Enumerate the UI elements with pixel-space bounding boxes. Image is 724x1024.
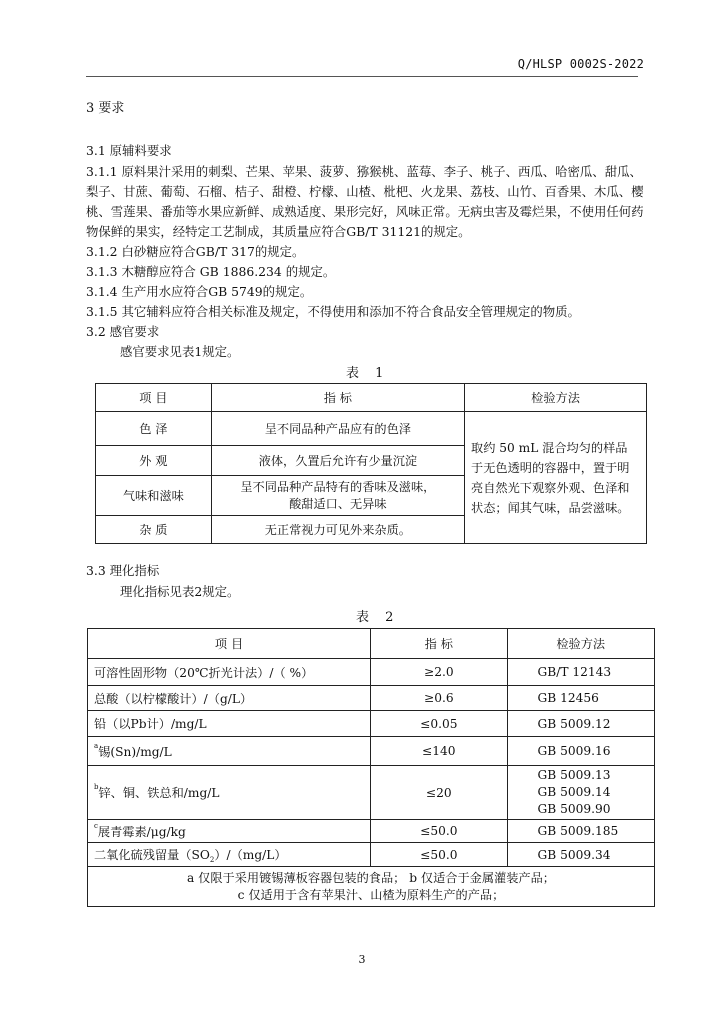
- t2-method-line: GB 5009.90: [537, 802, 611, 816]
- t2-header-method: 检验方法: [507, 629, 654, 659]
- t2-header-index: 指 标: [371, 629, 507, 659]
- t1-header-item: 项 目: [96, 384, 212, 412]
- t2-row-method: GB 5009.185: [507, 820, 654, 843]
- t1-index-line: 呈不同品种产品特有的香味及滋味，: [240, 479, 436, 494]
- t2-item-text: 锌、铜、铁总和/mg/L: [98, 786, 220, 800]
- t2-row-index: ≤50.0: [371, 843, 507, 867]
- table2-caption: 表 2: [356, 610, 400, 625]
- s33-text: 理化指标见表2规定。: [120, 584, 240, 599]
- t1-method-line: 取约 50 mL 混合均匀的样品: [471, 440, 628, 455]
- s32-text: 感官要求见表1规定。: [120, 344, 240, 359]
- t1-row-index: 液体，久置后允许有少量沉淀: [211, 446, 464, 476]
- t2-row-index: ≥2.0: [371, 659, 507, 686]
- t2-method-line: GB 5009.13: [537, 768, 611, 782]
- t2-row-index: ≤20: [371, 766, 507, 820]
- t2-row-index: ≤50.0: [371, 820, 507, 843]
- footnote-marker: c: [94, 821, 98, 830]
- subscript: 2: [209, 856, 215, 864]
- t2-row-item: 总酸（以柠檬酸计）/（g/L）: [88, 686, 371, 711]
- table1-caption: 表 1: [346, 366, 390, 381]
- s33-title: 3.3 理化指标: [86, 563, 160, 578]
- s315: 3.1.5 其它辅料应符合相关标准及规定，不得使用和添加不符合食品安全管理规定的物质。: [86, 304, 580, 319]
- t1-row-index: 无正常视力可见外来杂质。: [211, 516, 464, 544]
- t2-row-item: 铅（以Pb计）/mg/L: [88, 711, 371, 737]
- t2-row-item: [88, 766, 371, 820]
- t2-item-text: 锡(Sn)/mg/L: [98, 744, 172, 759]
- t2-row-index: ≥0.6: [371, 686, 507, 711]
- footnote-line: c 仅适用于含有苹果汁、山楂为原料生产的产品；: [237, 887, 505, 902]
- footnote-line: a 仅限于采用镀锡薄板容器包装的食品； b 仅适合于金属灌装产品；: [187, 870, 555, 885]
- t1-row-index: [211, 476, 464, 516]
- t2-row-method: GB/T 12143: [507, 659, 654, 686]
- sensory-table: [95, 383, 647, 544]
- s311-line-3: 桃、雪莲果、番茄等水果应新鲜、成熟适度、果形完好，风味正常。无病虫害及霉烂果，不使用任何药: [86, 204, 644, 219]
- t1-index-line: 酸甜适口、无异味: [289, 496, 387, 511]
- t2-row-item: [88, 843, 371, 867]
- t2-row-method: GB 5009.16: [507, 737, 654, 766]
- t2-method-line: GB 5009.14: [537, 785, 611, 799]
- t2-row-item: [88, 737, 371, 766]
- doc-code-header: Q/HLSP 0002S-2022: [517, 57, 644, 71]
- t2-item-text-tail: ）/（mg/L）: [214, 848, 287, 862]
- t2-row-index: ≤140: [371, 737, 507, 766]
- s32-title: 3.2 感官要求: [86, 324, 160, 339]
- physicochemical-table: [87, 628, 655, 907]
- s312: 3.1.2 白砂糖应符合GB/T 317的规定。: [86, 244, 305, 259]
- footnote-marker: b: [94, 783, 99, 791]
- t1-method-line: 状态；闻其气味，品尝滋味。: [471, 500, 630, 515]
- t2-item-text: 展青霉素/μg/kg: [97, 824, 186, 839]
- t1-row-index: 呈不同品种产品应有的色泽: [211, 412, 464, 446]
- s314: 3.1.4 生产用水应符合GB 5749的规定。: [86, 284, 313, 299]
- t1-row-item: 色 泽: [96, 412, 212, 446]
- s313: 3.1.3 木糖醇应符合 GB 1886.234 的规定。: [86, 264, 336, 279]
- t2-row-method: GB 12456: [507, 686, 654, 711]
- header-rule: [86, 76, 638, 77]
- s31-title: 3.1 原辅料要求: [86, 143, 172, 158]
- s311-line-1: 3.1.1 原料果汁采用的刺梨、芒果、苹果、菠萝、猕猴桃、蓝莓、李子、桃子、西瓜、哈密瓜、甜瓜、: [86, 164, 642, 179]
- t1-row-item: 杂 质: [96, 516, 212, 544]
- t2-row-item: [88, 820, 371, 843]
- t2-row-method: GB 5009.34: [507, 843, 654, 867]
- t1-row-item: 外 观: [96, 446, 212, 476]
- t2-header-item: 项 目: [88, 629, 371, 659]
- t1-method-cell: [465, 412, 647, 544]
- t2-footnote: [88, 867, 655, 907]
- t2-row-method: [507, 766, 654, 820]
- t1-row-item: 气味和滋味: [96, 476, 212, 516]
- t2-item-text: 二氧化硫残留量（SO: [94, 848, 210, 862]
- t1-method-line: 亮自然光下观察外观、色泽和: [471, 480, 630, 495]
- t2-row-item: 可溶性固形物（20℃折光计法）/（ %）: [88, 659, 371, 686]
- s311-line-4: 物保鲜的果实，经特定工艺制成，其质量应符合GB/T 31121的规定。: [86, 224, 471, 239]
- page-number: 3: [358, 953, 366, 966]
- s311-line-2: 梨子、甘蔗、葡萄、石榴、桔子、甜橙、柠檬、山楂、枇杷、火龙果、荔枝、山竹、百香果、木瓜、樱: [86, 184, 644, 199]
- t2-row-method: GB 5009.12: [507, 711, 654, 737]
- t1-method-line: 于无色透明的容器中，置于明: [471, 460, 630, 475]
- footnote-marker: a: [94, 741, 99, 750]
- t1-header-method: 检验方法: [465, 384, 647, 412]
- t2-row-index: ≤0.05: [371, 711, 507, 737]
- section-heading: 3 要求: [86, 101, 125, 116]
- t1-header-index: 指 标: [211, 384, 464, 412]
